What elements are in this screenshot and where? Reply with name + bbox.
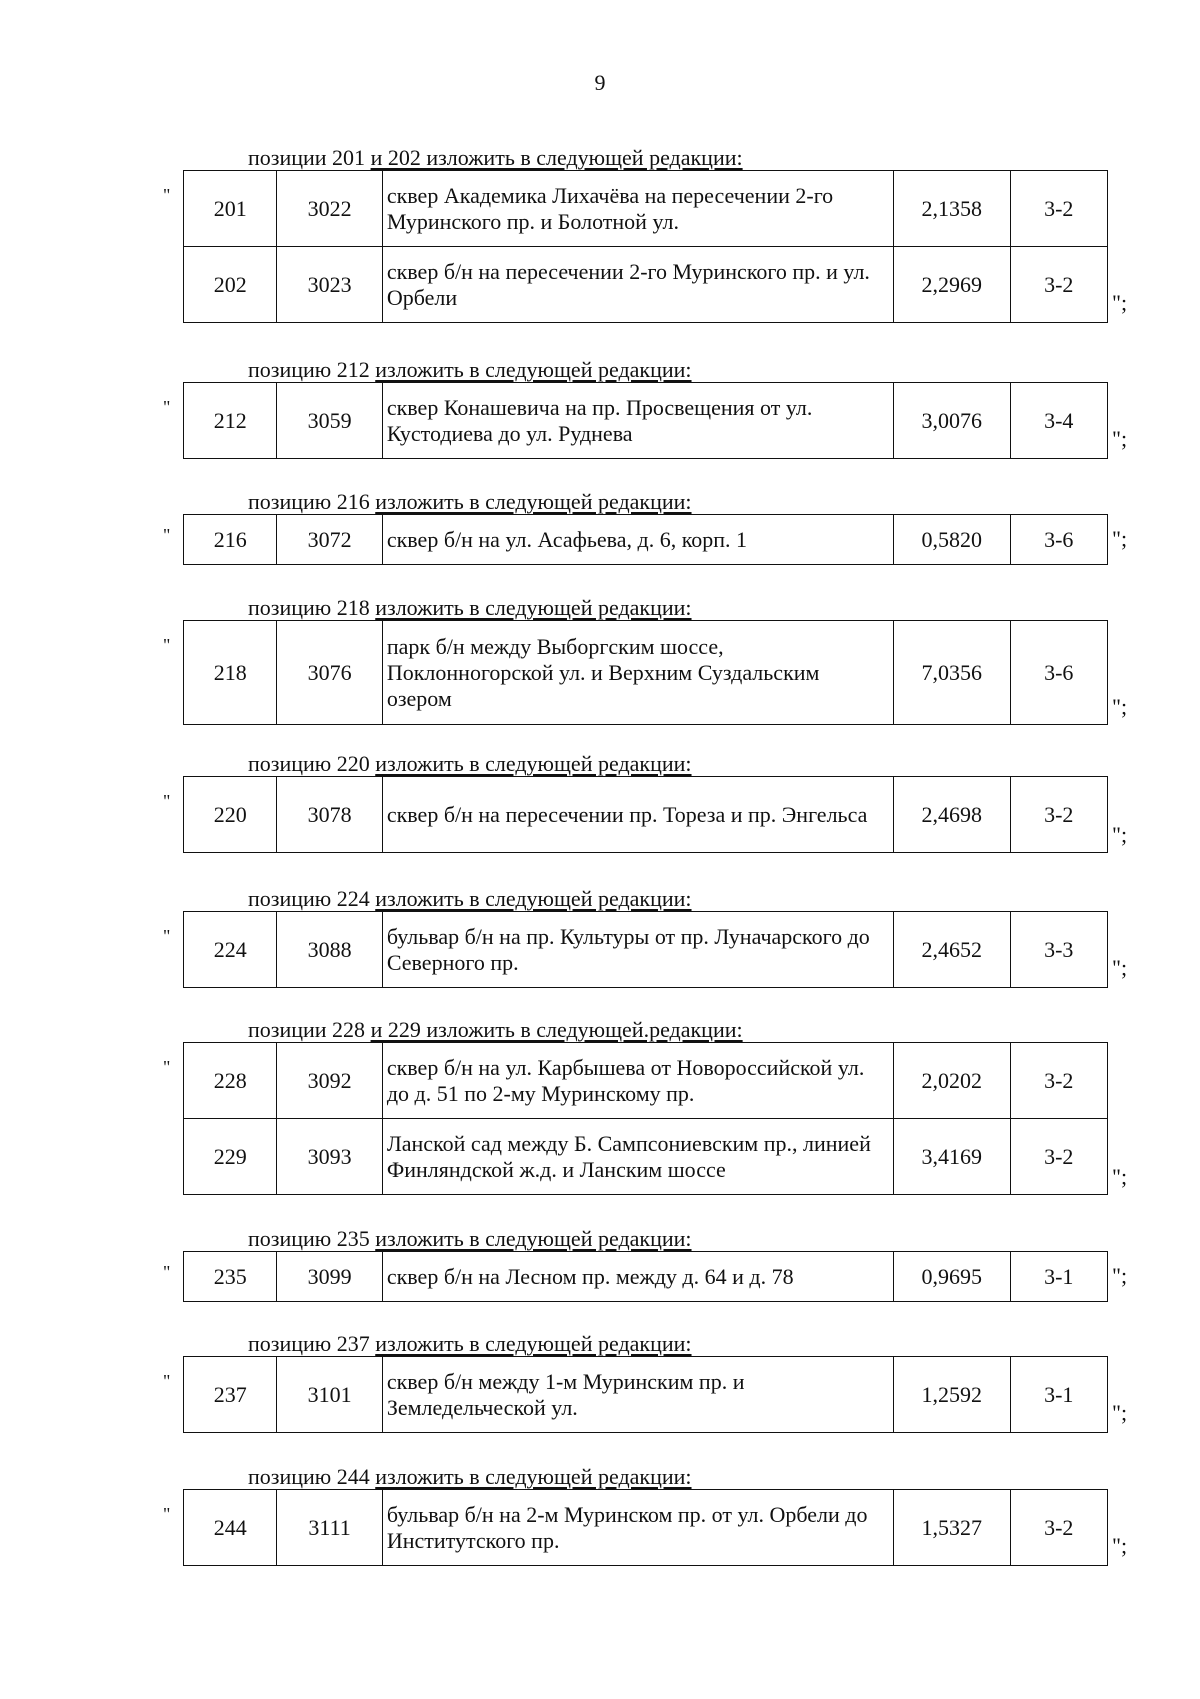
intro-lead: позицию 244 (248, 1464, 376, 1489)
table-row (184, 1043, 1108, 1119)
close-mark: "; (1112, 822, 1128, 847)
cell-name: бульвар б/н на 2-м Муринском пр. от ул. Орбели до Институтского пр. (382, 1490, 893, 1566)
close-mark: "; (1112, 1533, 1128, 1558)
intro-rest: и 202 изложить в следующей редакции: (370, 145, 743, 170)
cell-number: 224 (184, 912, 277, 988)
positions-table (183, 776, 1108, 853)
intro-rest: изложить в следующей редакции: (375, 1331, 692, 1356)
cell-name: сквер б/н между 1-м Муринским пр. и Земледельческой ул. (382, 1357, 893, 1433)
cell-code: 3111 (277, 1490, 382, 1566)
cell-number: 218 (184, 621, 277, 725)
cell-code: 3059 (277, 383, 382, 459)
cell-category: 3-6 (1010, 515, 1107, 565)
close-mark: "; (1112, 526, 1128, 551)
cell-category: 3-4 (1010, 383, 1107, 459)
cell-number: 229 (184, 1119, 277, 1195)
open-quote: " (163, 1371, 171, 1391)
intro-rest: изложить в следующей редакции: (375, 1226, 692, 1251)
cell-category: 3-2 (1010, 777, 1107, 853)
table-row (184, 515, 1108, 565)
cell-area: 1,2592 (894, 1357, 1011, 1433)
cell-number: 237 (184, 1357, 277, 1433)
table-row (184, 247, 1108, 323)
intro-lead: позицию 212 (248, 357, 376, 382)
cell-name: сквер б/н на ул. Карбышева от Новороссийской ул. до д. 51 по 2-му Муринскому пр. (382, 1043, 893, 1119)
section-intro (248, 752, 692, 776)
intro-lead: позицию 218 (248, 595, 376, 620)
cell-name: сквер б/н на пересечении 2-го Муринского пр. и ул. Орбели (382, 247, 893, 323)
positions-table (183, 911, 1108, 988)
intro-rest: изложить в следующей редакции: (375, 595, 692, 620)
positions-table (183, 170, 1108, 323)
section-intro (248, 1465, 692, 1489)
cell-area: 3,4169 (894, 1119, 1011, 1195)
positions-table (183, 382, 1108, 459)
positions-table (183, 1042, 1108, 1195)
cell-number: 216 (184, 515, 277, 565)
intro-lead: позицию 220 (248, 751, 376, 776)
cell-area: 1,5327 (894, 1490, 1011, 1566)
intro-rest: изложить в следующей редакции: (375, 489, 692, 514)
cell-number: 212 (184, 383, 277, 459)
cell-code: 3093 (277, 1119, 382, 1195)
cell-code: 3076 (277, 621, 382, 725)
intro-rest: изложить в следующей редакции: (375, 886, 692, 911)
section-intro (248, 1018, 743, 1042)
cell-number: 220 (184, 777, 277, 853)
section-intro (248, 358, 692, 382)
intro-rest: изложить в следующей редакции: (375, 357, 692, 382)
section-intro (248, 490, 692, 514)
table-row (184, 621, 1108, 725)
positions-table (183, 1251, 1108, 1302)
close-mark: "; (1112, 694, 1128, 719)
cell-name: сквер б/н на Лесном пр. между д. 64 и д. 78 (382, 1252, 893, 1302)
cell-number: 235 (184, 1252, 277, 1302)
cell-category: 3-1 (1010, 1357, 1107, 1433)
intro-lead: позицию 235 (248, 1226, 376, 1251)
cell-code: 3022 (277, 171, 382, 247)
intro-lead: позицию 237 (248, 1331, 376, 1356)
cell-code: 3023 (277, 247, 382, 323)
close-mark: "; (1112, 1400, 1128, 1425)
cell-code: 3072 (277, 515, 382, 565)
intro-lead: позицию 224 (248, 886, 376, 911)
cell-name: сквер Конашевича на пр. Просвещения от ул. Кустодиева до ул. Руднева (382, 383, 893, 459)
positions-table (183, 514, 1108, 565)
close-mark: "; (1112, 955, 1128, 980)
cell-name: сквер б/н на пересечении пр. Тореза и пр. Энгельса (382, 777, 893, 853)
positions-table (183, 1489, 1108, 1566)
cell-area: 2,2969 (894, 247, 1011, 323)
open-quote: " (163, 926, 171, 946)
open-quote: " (163, 525, 171, 545)
cell-category: 3-2 (1010, 1119, 1107, 1195)
intro-rest: и 229 изложить в следующей.редакции: (370, 1017, 743, 1042)
table-row (184, 1119, 1108, 1195)
intro-lead: позиции 228 (248, 1017, 371, 1042)
cell-name: сквер Академика Лихачёва на пересечении 2-го Муринского пр. и Болотной ул. (382, 171, 893, 247)
cell-name: Ланской сад между Б. Сампсониевским пр., линией Финляндской ж.д. и Ланским шоссе (382, 1119, 893, 1195)
table-row (184, 1490, 1108, 1566)
cell-category: 3-3 (1010, 912, 1107, 988)
table-row (184, 777, 1108, 853)
cell-category: 3-2 (1010, 171, 1107, 247)
intro-lead: позицию 216 (248, 489, 376, 514)
cell-code: 3078 (277, 777, 382, 853)
cell-number: 228 (184, 1043, 277, 1119)
open-quote: " (163, 1057, 171, 1077)
table-row (184, 383, 1108, 459)
cell-area: 3,0076 (894, 383, 1011, 459)
cell-code: 3088 (277, 912, 382, 988)
cell-code: 3099 (277, 1252, 382, 1302)
open-quote: " (163, 185, 171, 205)
cell-name: сквер б/н на ул. Асафьева, д. 6, корп. 1 (382, 515, 893, 565)
table-row (184, 171, 1108, 247)
open-quote: " (163, 397, 171, 417)
cell-number: 201 (184, 171, 277, 247)
cell-number: 202 (184, 247, 277, 323)
cell-number: 244 (184, 1490, 277, 1566)
cell-code: 3092 (277, 1043, 382, 1119)
cell-area: 0,5820 (894, 515, 1011, 565)
section-intro (248, 146, 743, 170)
positions-table (183, 1356, 1108, 1433)
cell-category: 3-6 (1010, 621, 1107, 725)
table-row (184, 912, 1108, 988)
open-quote: " (163, 791, 171, 811)
section-intro (248, 887, 692, 911)
cell-area: 2,4698 (894, 777, 1011, 853)
cell-name: парк б/н между Выборгским шоссе, Поклонногорской ул. и Верхним Суздальским озером (382, 621, 893, 725)
section-intro (248, 596, 692, 620)
section-intro (248, 1227, 692, 1251)
cell-category: 3-2 (1010, 1043, 1107, 1119)
intro-lead: позиции 201 (248, 145, 371, 170)
intro-rest: изложить в следующей редакции: (375, 1464, 692, 1489)
close-mark: "; (1112, 1263, 1128, 1288)
intro-rest: изложить в следующей редакции: (375, 751, 692, 776)
cell-area: 0,9695 (894, 1252, 1011, 1302)
cell-area: 7,0356 (894, 621, 1011, 725)
cell-code: 3101 (277, 1357, 382, 1433)
open-quote: " (163, 635, 171, 655)
cell-area: 2,4652 (894, 912, 1011, 988)
section-intro (248, 1332, 692, 1356)
close-mark: "; (1112, 290, 1128, 315)
positions-table (183, 620, 1108, 725)
close-mark: "; (1112, 1164, 1128, 1189)
close-mark: "; (1112, 426, 1128, 451)
open-quote: " (163, 1504, 171, 1524)
table-row (184, 1252, 1108, 1302)
cell-area: 2,1358 (894, 171, 1011, 247)
cell-name: бульвар б/н на пр. Культуры от пр. Луначарского до Северного пр. (382, 912, 893, 988)
cell-category: 3-1 (1010, 1252, 1107, 1302)
page-number: 9 (594, 70, 606, 95)
cell-area: 2,0202 (894, 1043, 1011, 1119)
cell-category: 3-2 (1010, 1490, 1107, 1566)
open-quote: " (163, 1262, 171, 1282)
cell-category: 3-2 (1010, 247, 1107, 323)
table-row (184, 1357, 1108, 1433)
